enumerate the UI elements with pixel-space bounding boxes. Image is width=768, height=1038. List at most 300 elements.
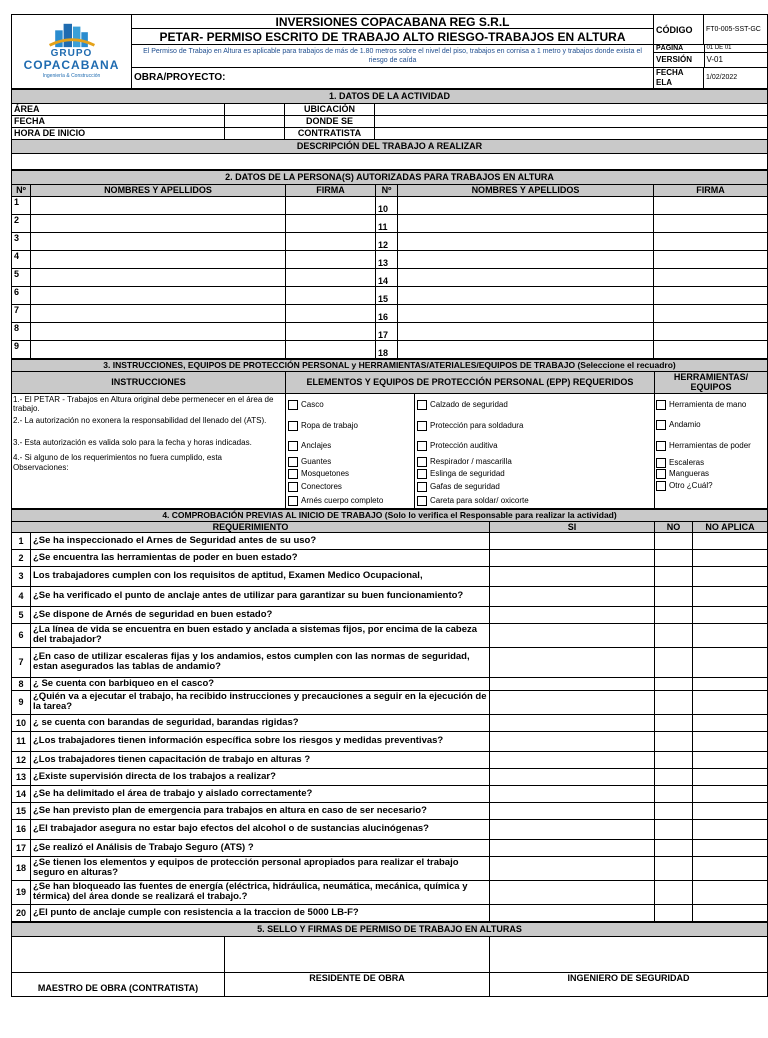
contratista-input[interactable] [375,127,768,139]
epp-option[interactable] [417,480,654,494]
check-number: 9 [12,690,31,714]
checkbox-label: Gafas de seguridad [430,482,500,491]
person-signature-input[interactable] [654,304,768,322]
check-no-cell[interactable] [655,839,693,856]
check-question: ¿Se ha delimitado el área de trabajo y aislado correctamente? [31,785,490,802]
check-no-cell[interactable] [655,880,693,904]
person-name-input[interactable] [31,232,286,250]
check-row [12,647,768,677]
check-number: 5 [12,606,31,623]
check-question: ¿Se tienen los elementos y equipos de protección personal apropiados para realizar el trabajo seguro en alturas? [31,856,490,880]
person-number: 14 [376,268,398,286]
col-nombres: NOMBRES Y APELLIDOS [398,184,654,196]
person-number: 5 [12,268,31,286]
checkbox-label: Eslinga de seguridad [430,469,505,478]
check-si-cell[interactable] [490,549,655,566]
ubicacion-label: UBICACIÓN [285,103,375,115]
person-row [12,250,768,268]
person-signature-input[interactable] [286,286,376,304]
checkbox[interactable] [417,421,427,431]
instr-header: INSTRUCCIONES [12,371,286,393]
person-signature-input[interactable] [654,340,768,358]
checkbox-label: Guantes [301,457,332,466]
check-number: 15 [12,802,31,819]
check-si-cell[interactable] [490,839,655,856]
person-name-input[interactable] [31,286,286,304]
person-signature-input[interactable] [286,232,376,250]
check-no-cell[interactable] [655,690,693,714]
check-question: ¿ Se cuenta con barbiqueo en el casco? [31,677,490,690]
herramienta-option[interactable] [656,394,767,416]
col-nombres: NOMBRES Y APELLIDOS [31,184,286,196]
person-name-input[interactable] [31,250,286,268]
person-signature-input[interactable] [654,232,768,250]
col-num: Nº [12,184,31,196]
epp-option[interactable] [288,436,414,456]
person-name-input[interactable] [31,268,286,286]
check-number: 8 [12,677,31,690]
check-question: ¿Se dispone de Arnés de seguridad en buen estado? [31,606,490,623]
instructions-cell [12,393,286,508]
signature-label-residente: RESIDENTE DE OBRA [225,972,490,996]
epp-option[interactable] [417,468,654,480]
person-name-input[interactable] [398,286,654,304]
person-name-input[interactable] [31,322,286,340]
person-signature-input[interactable] [654,322,768,340]
company-name: INVERSIONES COPACABANA REG S.R.L [132,15,654,29]
fecha-input[interactable] [225,115,285,127]
person-number: 1 [12,196,31,214]
check-no-cell[interactable] [655,566,693,586]
check-row [12,768,768,785]
check-question: ¿El trabajador asegura no estar bajo efectos del alcohol o de sustancias alucinógenas? [31,819,490,839]
checkbox[interactable] [288,469,298,479]
section-5-title: 5. SELLO Y FIRMAS DE PERMISO DE TRABAJO EN ALTURAS [12,922,768,936]
checkbox[interactable] [656,441,666,451]
hora-label: HORA DE INICIO [12,127,225,139]
check-si-cell[interactable] [490,819,655,839]
person-number: 6 [12,286,31,304]
donde-input[interactable] [375,115,768,127]
checkbox[interactable] [656,481,666,491]
person-signature-input[interactable] [654,286,768,304]
check-no-cell[interactable] [655,714,693,731]
check-na-cell[interactable] [693,751,768,768]
check-number: 3 [12,566,31,586]
check-number: 19 [12,880,31,904]
checkbox[interactable] [288,421,298,431]
person-name-input[interactable] [398,322,654,340]
herr-header: HERRAMIENTAS/ EQUIPOS [655,371,768,393]
person-number: 18 [376,340,398,358]
herramienta-option[interactable] [656,458,767,468]
signature-box-ingeniero[interactable] [490,936,768,972]
check-number: 20 [12,904,31,921]
check-number: 14 [12,785,31,802]
epp-option[interactable] [288,416,414,436]
epp-option[interactable] [417,456,654,468]
col-firma: FIRMA [654,184,768,196]
check-na-cell[interactable] [693,819,768,839]
check-number: 18 [12,856,31,880]
check-si-cell[interactable] [490,768,655,785]
section-3 [11,359,768,509]
signature-box-maestro[interactable] [12,936,225,972]
herramienta-option[interactable] [656,468,767,480]
permit-form [11,14,767,997]
check-si-cell[interactable] [490,532,655,549]
col-si: SI [490,521,655,532]
person-row [12,322,768,340]
check-si-cell[interactable] [490,690,655,714]
person-name-input[interactable] [31,214,286,232]
check-na-cell[interactable] [693,802,768,819]
col-num: Nº [376,184,398,196]
person-signature-input[interactable] [654,214,768,232]
check-question: ¿Los trabajadores tienen capacitación de trabajo en alturas ? [31,751,490,768]
check-si-cell[interactable] [490,731,655,751]
check-question: ¿La línea de vida se encuentra en buen estado y anclada a sistemas fijos, por encima de la cabeza del trabajador? [31,623,490,647]
descripcion-label: DESCRIPCIÓN DEL TRABAJO A REALIZAR [12,139,768,153]
check-no-cell[interactable] [655,586,693,606]
person-name-input[interactable] [31,340,286,358]
person-name-input[interactable] [398,304,654,322]
check-no-cell[interactable] [655,751,693,768]
descripcion-input[interactable] [12,153,768,169]
check-question: ¿En caso de utilizar escaleras fijas y los andamios, estos cumplen con las normas de seguridad, estan asegurados las tablas de andamio? [31,647,490,677]
epp-header: ELEMENTOS Y EQUIPOS DE PROTECCIÓN PERSONAL (EPP) REQUERIDOS [286,371,655,393]
checkbox[interactable] [656,400,666,410]
logo-cell [12,15,132,89]
check-question: ¿Quién va a ejecutar el trabajo, ha recibido instrucciones y precauciones a seguir en la ejecución de la tarea? [31,690,490,714]
checkbox-label: Andamio [669,420,701,429]
section-5 [11,922,768,997]
person-name-input[interactable] [398,196,654,214]
check-no-cell[interactable] [655,802,693,819]
epp-option[interactable] [288,494,414,508]
checkbox[interactable] [288,496,298,506]
section-3-title: 3. INSTRUCCIONES, EQUIPOS DE PROTECCIÓN PERSONAL y HERRAMIENTAS/ATERIALES/EQUIPOS DE TRABAJO (Seleccione el recuadro) [12,359,768,371]
pagina-label: PÁGINA [654,45,704,53]
checkbox-label: Mangueras [669,469,710,478]
check-si-cell[interactable] [490,856,655,880]
check-na-cell[interactable] [693,532,768,549]
instruction-1: 1.- El PETAR - Trabajos en Altura original debe permenecer en el área de trabajo. [13,394,274,413]
check-row [12,731,768,751]
person-signature-input[interactable] [654,250,768,268]
checkbox-label: Escaleras [669,458,705,467]
check-number: 4 [12,586,31,606]
checkbox[interactable] [417,457,427,467]
check-na-cell[interactable] [693,586,768,606]
check-no-cell[interactable] [655,731,693,751]
person-number: 13 [376,250,398,268]
check-na-cell[interactable] [693,785,768,802]
checkbox[interactable] [417,496,427,506]
hora-input[interactable] [225,127,285,139]
col-no-aplica: NO APLICA [693,521,768,532]
checkbox[interactable] [288,457,298,467]
person-number: 11 [376,214,398,232]
checkbox[interactable] [656,458,666,468]
section-2 [11,170,768,359]
checkbox-label: Otro ¿Cuál? [669,481,713,490]
check-no-cell[interactable] [655,532,693,549]
fecha-act-label: FECHA [12,115,225,127]
person-row [12,340,768,358]
section-4 [11,509,768,922]
signature-label-maestro: MAESTRO DE OBRA (CONTRATISTA) [12,972,225,996]
person-signature-input[interactable] [286,268,376,286]
check-si-cell[interactable] [490,623,655,647]
check-no-cell[interactable] [655,623,693,647]
form-title: PETAR- PERMISO ESCRITO DE TRABAJO ALTO RIESGO-TRABAJOS EN ALTURA [132,29,654,45]
check-si-cell[interactable] [490,586,655,606]
person-row [12,232,768,250]
company-logo [12,21,131,81]
check-na-cell[interactable] [693,623,768,647]
check-row [12,606,768,623]
check-na-cell[interactable] [693,677,768,690]
check-number: 7 [12,647,31,677]
check-number: 13 [12,768,31,785]
check-row [12,586,768,606]
epp-option[interactable] [417,494,654,508]
check-row [12,532,768,549]
check-question: ¿Se ha verificado el punto de anclaje antes de utilizar para garantizar su buen funcionamiento? [31,586,490,606]
check-na-cell[interactable] [693,714,768,731]
check-na-cell[interactable] [693,880,768,904]
person-row [12,196,768,214]
area-label: ÁREA [12,103,225,115]
person-row [12,268,768,286]
logo-text: COPACABANA [23,58,120,73]
checkbox[interactable] [656,469,666,479]
person-name-input[interactable] [398,340,654,358]
person-signature-input[interactable] [286,322,376,340]
herramienta-option[interactable] [656,416,767,434]
check-number: 1 [12,532,31,549]
check-question: ¿Se realizó el Análisis de Trabajo Seguro (ATS) ? [31,839,490,856]
person-name-input[interactable] [398,268,654,286]
check-row [12,690,768,714]
check-question: ¿Se han bloqueado las fuentes de energía (eléctrica, hidráulica, neumática, mecánica, química y térmica) del área donde se realizará el trabajo.? [31,880,490,904]
area-input[interactable] [225,103,285,115]
check-number: 2 [12,549,31,566]
col-requerimiento: REQUERIMIENTO [12,521,490,532]
check-na-cell[interactable] [693,839,768,856]
col-no: NO [655,521,693,532]
herramienta-option[interactable] [656,434,767,458]
person-name-input[interactable] [31,196,286,214]
epp-option[interactable] [288,480,414,494]
check-question: ¿ se cuenta con barandas de seguridad, barandas rigidas? [31,714,490,731]
checkbox[interactable] [417,441,427,451]
checkbox-label: Protección auditiva [430,441,498,450]
section-1 [11,89,768,170]
check-si-cell[interactable] [490,751,655,768]
section-4-title: 4. COMPROBACIÓN PREVIAS AL INICIO DE TRABAJO (Solo lo verifica el Responsable para realizar la actividad) [12,509,768,521]
check-number: 12 [12,751,31,768]
checkbox[interactable] [417,469,427,479]
codigo-label: CÓDIGO [654,15,704,45]
person-signature-input[interactable] [286,340,376,358]
check-question: Los trabajadores cumplen con los requisitos de aptitud, Examen Medico Ocupacional, [31,566,490,586]
check-na-cell[interactable] [693,904,768,921]
check-row [12,819,768,839]
check-number: 17 [12,839,31,856]
check-row [12,549,768,566]
section-1-title: 1. DATOS DE LA ACTIVIDAD [12,89,768,103]
version-value: V-01 [706,54,723,64]
checkbox[interactable] [656,420,666,430]
checkbox-label: Protección para soldadura [430,421,524,430]
epp-column-2 [415,393,655,508]
check-no-cell[interactable] [655,549,693,566]
ubicacion-input[interactable] [375,103,768,115]
contratista-label: CONTRATISTA [285,127,375,139]
check-si-cell[interactable] [490,785,655,802]
check-na-cell[interactable] [693,856,768,880]
check-row [12,623,768,647]
check-no-cell[interactable] [655,677,693,690]
logo-subtext: Ingeniería & Construcción [42,73,101,80]
check-number: 16 [12,819,31,839]
form-header [11,14,768,89]
check-na-cell[interactable] [693,606,768,623]
check-na-cell[interactable] [693,549,768,566]
epp-option[interactable] [417,394,654,416]
instruction-2: 2.- La autorización no exonera la responsabilidad del llenado del (ATS). [13,415,267,425]
check-no-cell[interactable] [655,647,693,677]
checkbox-label: Herramienta de mano [669,400,747,409]
check-na-cell[interactable] [693,731,768,751]
check-question: ¿Se ha inspeccionado el Arnes de Seguridad antes de su uso? [31,532,490,549]
checkbox-label: Careta para soldar/ oxicorte [430,496,529,505]
signature-label-ingeniero: INGENIERO DE SEGURIDAD [490,972,768,996]
person-number: 15 [376,286,398,304]
section-2-title: 2. DATOS DE LA PERSONA(S) AUTORIZADAS PARA TRABAJOS EN ALTURA [12,170,768,184]
epp-option[interactable] [288,456,414,468]
check-si-cell[interactable] [490,714,655,731]
epp-option[interactable] [288,394,414,416]
person-number: 9 [12,340,31,358]
check-no-cell[interactable] [655,904,693,921]
herramienta-option[interactable] [656,480,767,492]
check-number: 11 [12,731,31,751]
person-number: 8 [12,322,31,340]
check-na-cell[interactable] [693,566,768,586]
check-si-cell[interactable] [490,677,655,690]
check-si-cell[interactable] [490,904,655,921]
observaciones-label: Observaciones: [13,462,69,472]
check-row [12,856,768,880]
check-number: 10 [12,714,31,731]
check-row [12,839,768,856]
epp-option[interactable] [417,416,654,436]
person-signature-input[interactable] [286,304,376,322]
person-name-input[interactable] [398,214,654,232]
check-no-cell[interactable] [655,856,693,880]
instruction-3: 3.- Esta autorización es valida solo para la fecha y horas indicadas. [13,437,252,447]
checkbox-label: Respirador / mascarilla [430,457,512,466]
checkbox[interactable] [288,441,298,451]
check-si-cell[interactable] [490,606,655,623]
logo-text: GRUPO [50,48,93,60]
person-signature-input[interactable] [654,268,768,286]
donde-label: DONDE SE [285,115,375,127]
person-name-input[interactable] [31,304,286,322]
check-row [12,904,768,921]
person-number: 7 [12,304,31,322]
check-question: ¿Se encuentra las herramientas de poder en buen estado? [31,549,490,566]
person-number: 16 [376,304,398,322]
check-row [12,714,768,731]
person-number: 3 [12,232,31,250]
col-firma: FIRMA [286,184,376,196]
check-si-cell[interactable] [490,880,655,904]
checkbox-label: Arnés cuerpo completo [301,496,384,505]
checkbox[interactable] [417,400,427,410]
checkbox[interactable] [288,482,298,492]
signature-box-residente[interactable] [225,936,490,972]
person-row [12,286,768,304]
fecha-label: FECHA ELA [654,67,704,88]
check-row [12,677,768,690]
epp-option[interactable] [417,436,654,456]
check-row [12,880,768,904]
checkbox-label: Conectores [301,482,342,491]
form-note: El Permiso de Trabajo en Altura es aplicable para trabajos de más de 1.80 metros sobre el nivel del piso, trabajos en cornisa a 1 metro y trabajos donde exista el riesgo de caída [132,45,654,68]
person-name-input[interactable] [398,232,654,250]
check-na-cell[interactable] [693,647,768,677]
check-si-cell[interactable] [490,566,655,586]
check-si-cell[interactable] [490,802,655,819]
check-si-cell[interactable] [490,647,655,677]
person-number: 12 [376,232,398,250]
check-question: ¿Los trabajadores tienen información específica sobre los riesgos y medidas preventivas? [31,731,490,751]
person-signature-input[interactable] [654,196,768,214]
check-question: ¿Existe supervisión directa de los trabajos a realizar? [31,768,490,785]
checkbox[interactable] [417,482,427,492]
check-row [12,802,768,819]
version-label: VERSIÓN [654,53,704,67]
check-na-cell[interactable] [693,690,768,714]
check-na-cell[interactable] [693,768,768,785]
person-number: 4 [12,250,31,268]
check-question: ¿Se han previsto plan de emergencia para trabajos en altura en caso de ser necesario? [31,802,490,819]
check-no-cell[interactable] [655,785,693,802]
check-row [12,566,768,586]
checkbox-label: Herramientas de poder [669,441,751,450]
person-number: 10 [376,196,398,214]
person-row [12,304,768,322]
person-name-input[interactable] [398,250,654,268]
check-no-cell[interactable] [655,768,693,785]
person-signature-input[interactable] [286,214,376,232]
fecha-value: 1/02/2022 [704,67,768,88]
epp-option[interactable] [288,468,414,480]
checkbox[interactable] [288,400,298,410]
person-number: 17 [376,322,398,340]
obra-label: OBRA/PROYECTO: [132,67,654,88]
person-row [12,214,768,232]
check-no-cell[interactable] [655,606,693,623]
person-signature-input[interactable] [286,196,376,214]
person-signature-input[interactable] [286,250,376,268]
herramientas-column [655,393,768,508]
check-no-cell[interactable] [655,819,693,839]
